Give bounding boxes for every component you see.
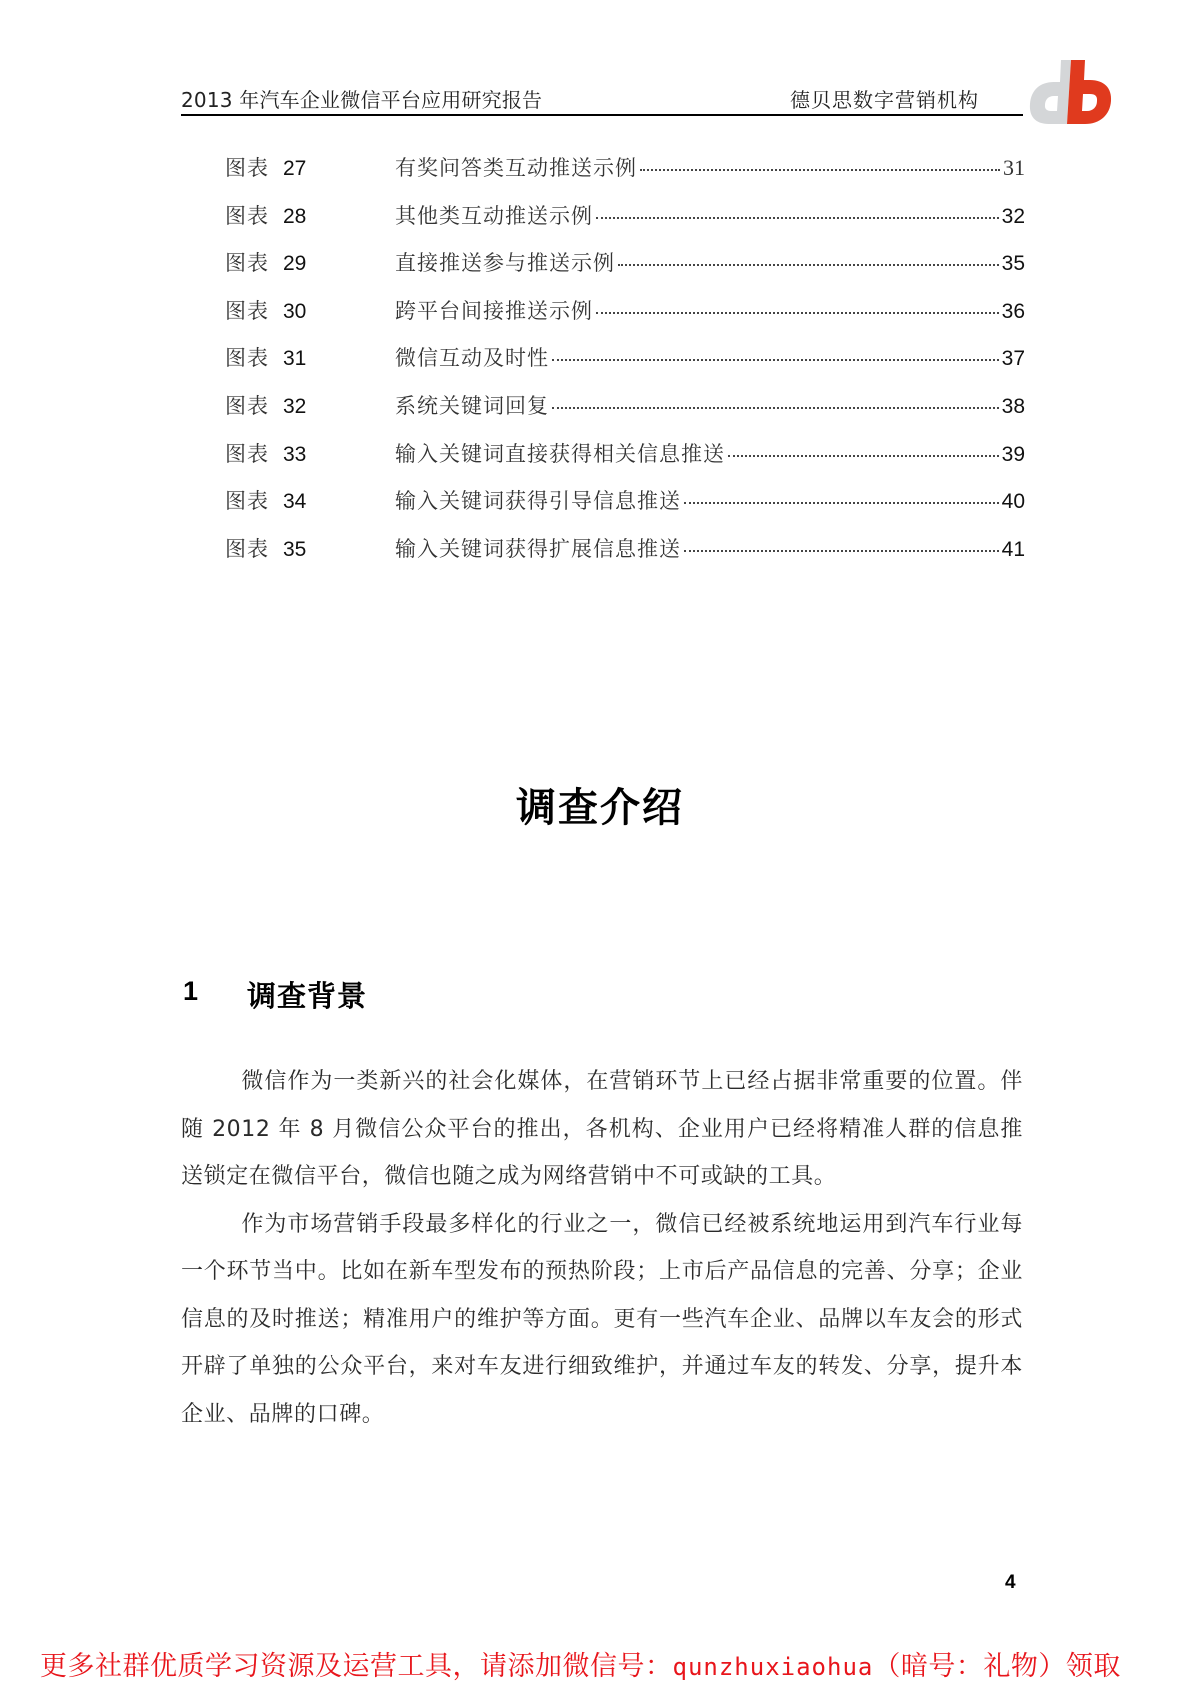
toc-leader-dots (552, 405, 999, 409)
toc-entry[interactable] (225, 200, 1025, 248)
toc-label: 图表 (225, 393, 269, 418)
toc-leader-dots (684, 548, 999, 552)
toc-title: 微信互动及时性 (395, 346, 549, 371)
toc-figure-number: 34 (283, 490, 307, 514)
section-body (181, 1058, 1023, 1438)
toc-entry[interactable] (225, 533, 1025, 581)
section-title: 调查背景 (247, 979, 368, 1013)
toc-page-number: 38 (1001, 394, 1025, 418)
toc-leader-dots (684, 500, 999, 504)
toc-figure-number: 29 (283, 252, 307, 276)
toc-title: 跨平台间接推送示例 (395, 298, 593, 323)
toc-figure-number: 35 (283, 537, 307, 561)
toc-entry[interactable] (225, 390, 1025, 438)
paragraph (181, 1058, 1023, 1201)
promo-banner (40, 1644, 1170, 1683)
toc-leader-dots (596, 215, 999, 219)
db-logo-icon (1027, 58, 1113, 126)
toc-figure-number: 27 (283, 157, 307, 180)
toc-leader-dots (618, 262, 999, 266)
toc-label: 图表 (225, 156, 269, 180)
toc-label: 图表 (225, 251, 269, 276)
toc-leader-dots (552, 357, 999, 361)
toc-entry[interactable] (225, 438, 1025, 486)
organization-name: 德贝思数字营销机构 (790, 88, 979, 112)
toc-page-number: 39 (1001, 442, 1025, 466)
section-number: 1 (183, 976, 199, 1006)
toc-leader-dots (596, 310, 999, 314)
toc-title: 系统关键词回复 (395, 393, 549, 418)
toc-title: 输入关键词获得扩展信息推送 (395, 536, 681, 561)
toc-figure-number: 28 (283, 204, 307, 228)
toc-leader-dots (728, 453, 999, 457)
report-title: 2013 年汽车企业微信平台应用研究报告 (181, 88, 543, 112)
toc-page-number: 40 (1001, 490, 1025, 514)
toc-label: 图表 (225, 203, 269, 228)
paragraph-text: 作为市场营销手段最多样化的行业之一，微信已经被系统地运用到汽车行业每一个环节当中。比如在新车型发布的预热阶段；上市后产品信息的完善、分享；企业信息的及时推送；精准用户的维护等方面。更有一些汽车企业、品牌以车友会的形式开辟了单独的公众平台，来对车友进行细致维护，并通过车友的转发、分享，提升本企业、品牌的口碑。 (181, 1211, 1023, 1427)
toc-figure-number: 32 (283, 394, 307, 418)
header-rule (181, 114, 1023, 116)
toc-title: 输入关键词直接获得相关信息推送 (395, 441, 725, 466)
toc-title: 直接推送参与推送示例 (395, 251, 615, 276)
toc-page-number: 31 (1003, 155, 1025, 180)
toc-title: 有奖问答类互动推送示例 (395, 156, 637, 180)
toc-leader-dots (640, 167, 1000, 171)
page-number: 4 (1005, 1572, 1016, 1593)
toc-entry[interactable] (225, 152, 1025, 200)
toc-title: 其他类互动推送示例 (395, 203, 593, 228)
toc-page-number: 36 (1001, 299, 1025, 323)
toc-label: 图表 (225, 441, 269, 466)
toc-label: 图表 (225, 536, 269, 561)
toc-page-number: 32 (1001, 204, 1025, 228)
toc-entry[interactable] (225, 342, 1025, 390)
toc-page-number: 35 (1001, 252, 1025, 276)
toc-figure-number: 31 (283, 347, 307, 371)
paragraph (181, 1201, 1023, 1439)
toc-figure-number: 30 (283, 299, 307, 323)
toc-entry[interactable] (225, 485, 1025, 533)
paragraph-text: 微信作为一类新兴的社会化媒体，在营销环节上已经占据非常重要的位置。伴随 2012 年 8 月微信公众平台的推出，各机构、企业用户已经将精准人群的信息推送锁定在微信平台，微信也随之成为网络营销中不可或缺的工具。 (181, 1069, 1023, 1189)
toc-entry[interactable] (225, 295, 1025, 343)
promo-suffix: （暗号：礼物）领取 (873, 1651, 1121, 1682)
toc-figure-number: 33 (283, 442, 307, 466)
chapter-title: 调查介绍 (516, 785, 684, 831)
toc-page-number: 41 (1001, 537, 1025, 561)
promo-prefix: 更多社群优质学习资源及运营工具，请添加微信号： (40, 1651, 673, 1682)
toc-entry[interactable] (225, 247, 1025, 295)
toc-label: 图表 (225, 346, 269, 371)
promo-wechat-id: qunzhuxiaohua (672, 1653, 874, 1681)
toc-label: 图表 (225, 298, 269, 323)
toc-label: 图表 (225, 489, 269, 514)
toc-title: 输入关键词获得引导信息推送 (395, 489, 681, 514)
toc-page-number: 37 (1001, 347, 1025, 371)
figure-list (225, 152, 1025, 580)
